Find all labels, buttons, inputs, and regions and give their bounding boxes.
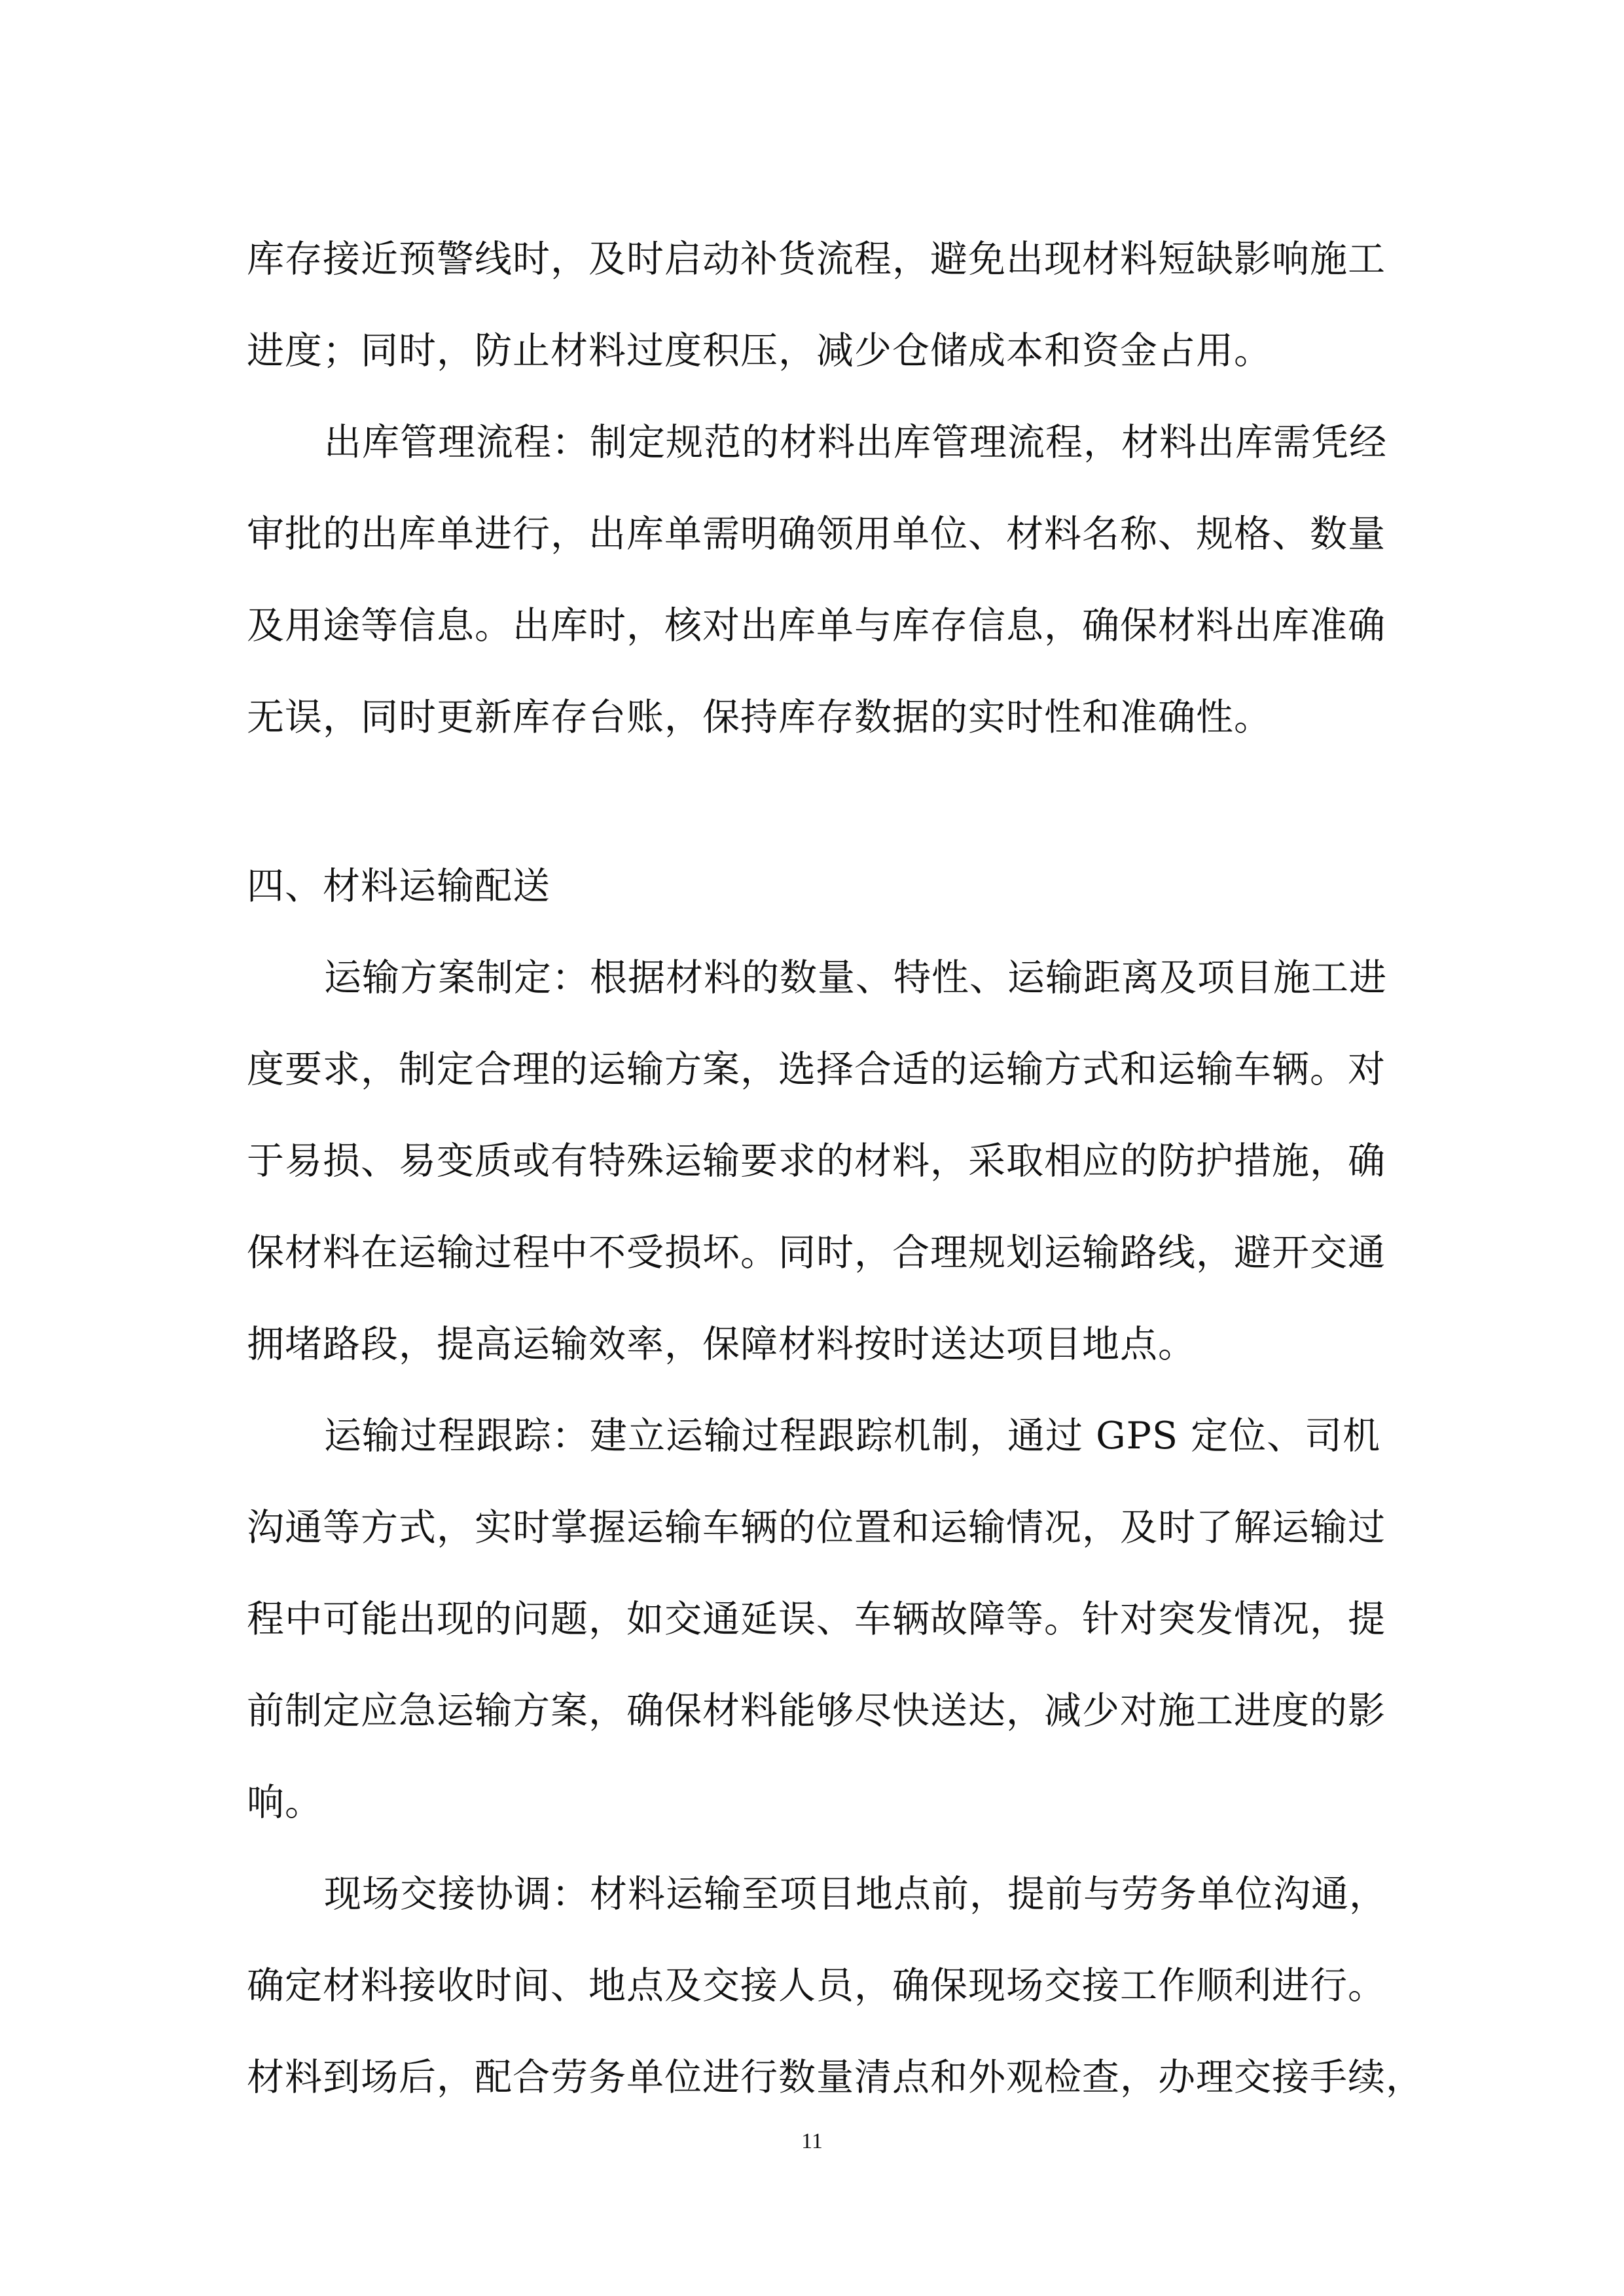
text-line: 无误，同时更新库存台账，保持库存数据的实时性和准确性。 — [247, 696, 1272, 739]
text-line: 拥堵路段，提高运输效率，保障材料按时送达项目地点。 — [247, 1323, 1196, 1366]
text-line: 材料到场后，配合劳务单位进行数量清点和外观检查，办理交接手续， — [247, 2056, 1424, 2099]
paragraph-inventory-warning — [247, 213, 1386, 397]
text-line: 度要求，制定合理的运输方案，选择合适的运输方式和运输车辆。对 — [247, 1048, 1386, 1091]
text-line: 响。 — [247, 1781, 323, 1824]
text-line: 进度；同时，防止材料过度积压，减少仓储成本和资金占用。 — [247, 329, 1272, 372]
text-line: 运输方案制定：根据材料的数量、特性、运输距离及项目施工进 — [324, 956, 1387, 999]
section-spacer — [247, 763, 1386, 840]
text-line: 审批的出库单进行，出库单需明确领用单位、材料名称、规格、数量 — [247, 512, 1386, 556]
paragraph-transport-plan — [247, 932, 1386, 1390]
text-line: 确定材料接收时间、地点及交接人员，确保现场交接工作顺利进行。 — [247, 1964, 1386, 2007]
text-line: 程中可能出现的问题，如交通延误、车辆故障等。针对突发情况，提 — [247, 1598, 1386, 1641]
document-body — [247, 213, 1424, 2123]
paragraph-outbound-process — [247, 397, 1386, 763]
text-line: 前制定应急运输方案，确保材料能够尽快送达，减少对施工进度的影 — [247, 1689, 1386, 1732]
paragraph-site-handover — [247, 1848, 1424, 2123]
page-number: 11 — [801, 2129, 823, 2153]
text-line: 运输过程跟踪：建立运输过程跟踪机制，通过 GPS 定位、司机 — [324, 1414, 1381, 1458]
text-line: 于易损、易变质或有特殊运输要求的材料，采取相应的防护措施，确 — [247, 1139, 1386, 1183]
text-line: 及用途等信息。出库时，核对出库单与库存信息，确保材料出库准确 — [247, 604, 1386, 647]
section-heading: 四、材料运输配送 — [247, 865, 550, 908]
text-line: 出库管理流程：制定规范的材料出库管理流程，材料出库需凭经 — [324, 421, 1387, 464]
text-line: 保材料在运输过程中不受损坏。同时，合理规划运输路线，避开交通 — [247, 1231, 1386, 1274]
text-line: 沟通等方式，实时掌握运输车辆的位置和运输情况，及时了解运输过 — [247, 1506, 1386, 1549]
text-line: 现场交接协调：材料运输至项目地点前，提前与劳务单位沟通， — [324, 1873, 1387, 1916]
paragraph-transport-tracking — [247, 1390, 1386, 1848]
text-line: 库存接近预警线时，及时启动补货流程，避免出现材料短缺影响施工 — [247, 238, 1386, 281]
